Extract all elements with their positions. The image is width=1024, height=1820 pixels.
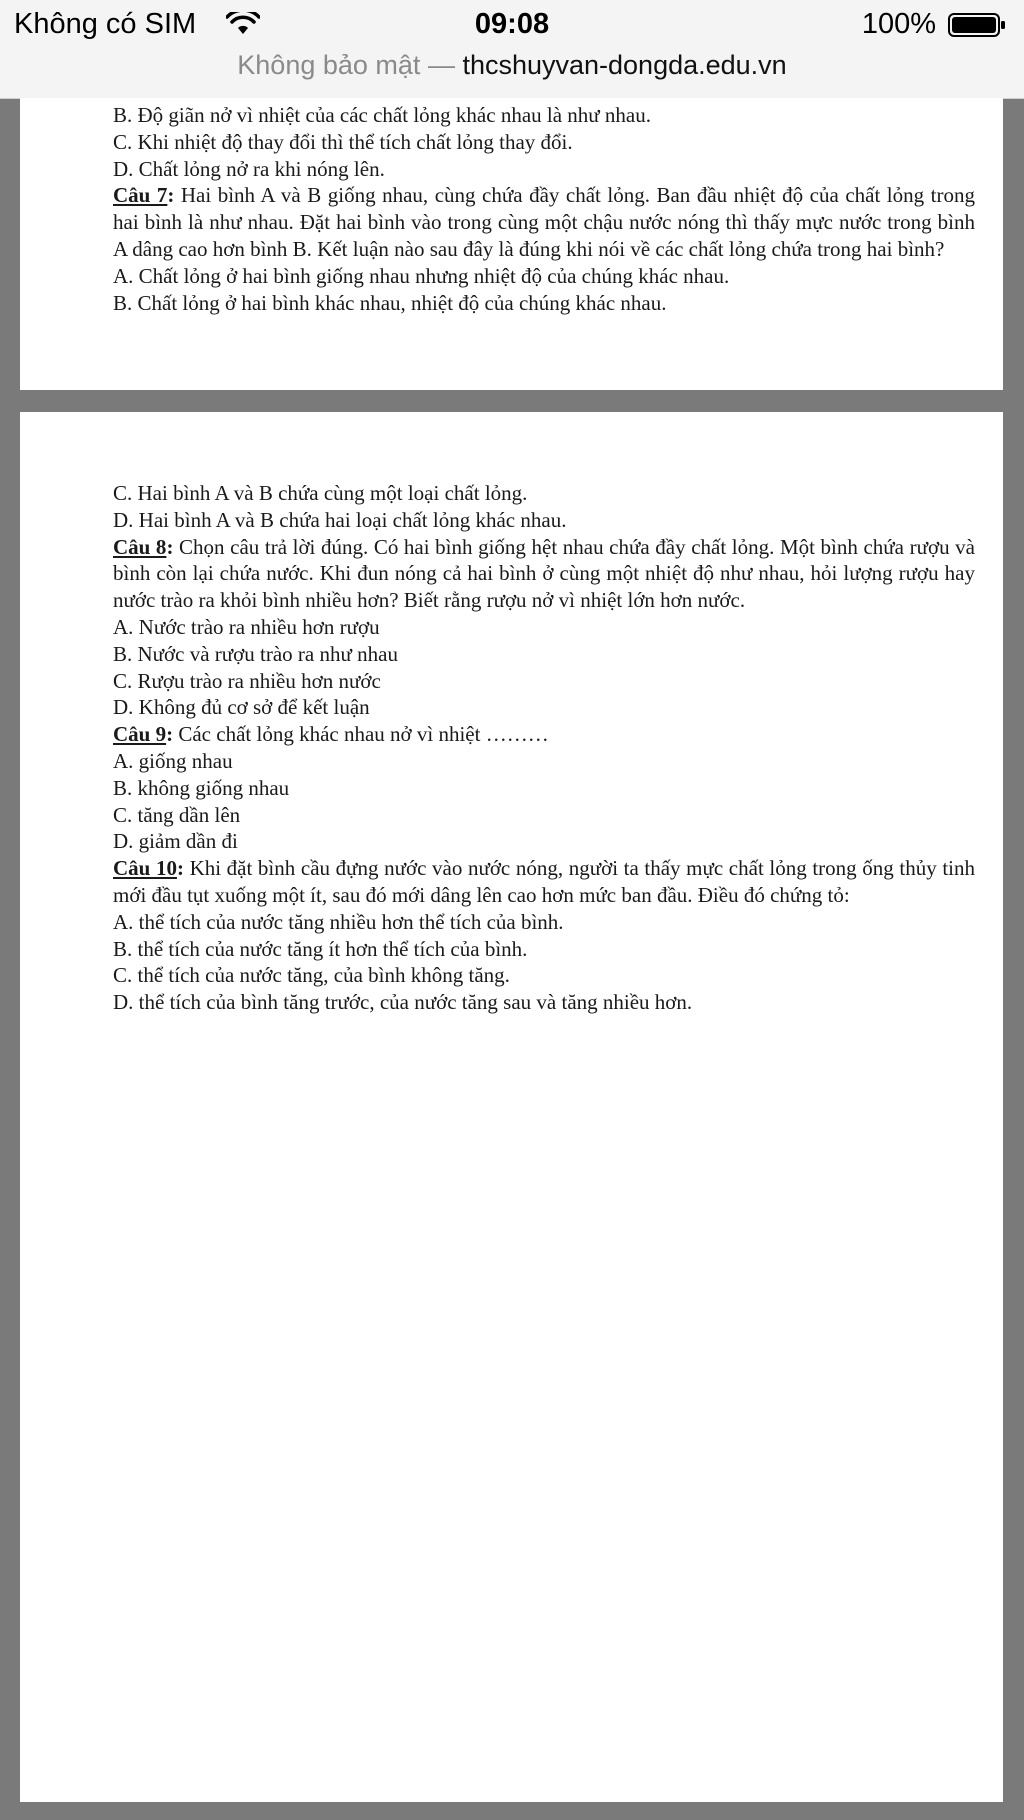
document-page-2 xyxy=(20,412,1003,1802)
answer-line: C. Khi nhiệt độ thay đổi thì thể tích chất lỏng thay đổi. xyxy=(113,129,573,154)
question-7-option-b: B. Chất lỏng ở hai bình khác nhau, nhiệt độ của chúng khác nhau. xyxy=(113,290,667,315)
url-domain: thcshuyvan-dongda.edu.vn xyxy=(462,50,787,80)
clock: 09:08 xyxy=(474,8,550,40)
question-7-option-a: A. Chất lỏng ở hai bình giống nhau nhưng nhiệt độ của chúng khác nhau. xyxy=(113,263,730,288)
question-10-text: Khi đặt bình cầu đựng nước vào nước nóng, người ta thấy mực chất lỏng trong ống thủy tinh mới đầu tụt xuống một ít, sau đó mới dâng lên cao hơn mức ban đầu. Điều đó chứng tỏ: xyxy=(113,856,975,907)
page-2-content xyxy=(113,480,975,1016)
question-9: Câu 9: Các chất lỏng khác nhau nở vì nhiệt ……… xyxy=(113,722,549,747)
page-1-content xyxy=(113,102,975,316)
address-bar[interactable] xyxy=(0,44,1024,99)
battery-icon xyxy=(948,13,1006,37)
question-9-option-d: D. giảm dần đi xyxy=(113,829,238,854)
question-9-label: Câu 9 xyxy=(113,722,167,747)
question-10-label: Câu 10 xyxy=(113,856,177,881)
answer-line: D. Chất lỏng nở ra khi nóng lên. xyxy=(113,156,385,181)
question-8-option-b: B. Nước và rượu trào ra như nhau xyxy=(113,641,398,666)
question-10-option-d: D. thể tích của bình tăng trước, của nước tăng sau và tăng nhiều hơn. xyxy=(113,990,693,1015)
question-8-label: Câu 8 xyxy=(113,534,167,559)
question-8-option-a: A. Nước trào ra nhiều hơn rượu xyxy=(113,614,380,639)
question-10-option-a: A. thể tích của nước tăng nhiều hơn thể tích của bình. xyxy=(113,909,564,934)
question-8-text: Chọn câu trả lời đúng. Có hai bình giống hệt nhau chứa đầy chất lỏng. Một bình chứa rượu và bình còn lại chứa nước. Khi đun nóng cả hai bình ở cùng một nhiệt độ như nhau, hỏi lượng rượu hay nước trào ra khỏi bình nhiều hơn? Biết rằng rượu nở vì nhiệt lớn hơn nước. xyxy=(113,534,975,613)
security-status: Không bảo mật xyxy=(237,50,421,80)
question-7-text: Hai bình A và B giống nhau, cùng chứa đầy chất lỏng. Ban đầu nhiệt độ của chất lỏng trong hai bình là như nhau. Đặt hai bình vào trong cùng một chậu nước nóng thì thấy mực nước trong bình A dâng cao hơn bình B. Kết luận nào sau đây là đúng khi nói về các chất lỏng chứa trong hai bình? xyxy=(113,183,975,261)
question-8-option-c: C. Rượu trào ra nhiều hơn nước xyxy=(113,668,381,693)
document-page-1 xyxy=(20,98,1003,390)
question-9-option-c: C. tăng dần lên xyxy=(113,802,241,827)
question-9-text: Các chất lỏng khác nhau nở vì nhiệt ……… xyxy=(178,722,549,747)
question-7-label: Câu 7 xyxy=(113,183,168,208)
question-8: Câu 8: Chọn câu trả lời đúng. Có hai bình giống hệt nhau chứa đầy chất lỏng. Một bình chứa rượu và bình còn lại chứa nước. Khi đun nóng cả hai bình ở cùng một nhiệt độ như nhau, hỏi lượng rượu hay nước trào ra khỏi bình nhiều hơn? Biết rằng rượu nở vì nhiệt lớn hơn nước. xyxy=(113,534,975,613)
carrier-label: Không có SIM xyxy=(14,8,197,40)
question-8-option-d: D. Không đủ cơ sở để kết luận xyxy=(113,695,370,720)
question-7-option-c: C. Hai bình A và B chứa cùng một loại chất lỏng. xyxy=(113,481,528,505)
question-9-option-a: A. giống nhau xyxy=(113,748,233,773)
question-10-option-c: C. thể tích của nước tăng, của bình không tăng. xyxy=(113,963,510,988)
url-separator: — xyxy=(427,50,455,80)
question-10: Câu 10: Khi đặt bình cầu đựng nước vào nước nóng, người ta thấy mực chất lỏng trong ống thủy tinh mới đầu tụt xuống một ít, sau đó mới dâng lên cao hơn mức ban đầu. Điều đó chứng tỏ: xyxy=(113,856,975,907)
question-7: Câu 7: Hai bình A và B giống nhau, cùng chứa đầy chất lỏng. Ban đầu nhiệt độ của chất lỏng trong hai bình là như nhau. Đặt hai bình vào trong cùng một chậu nước nóng thì thấy mực nước trong bình A dâng cao hơn bình B. Kết luận nào sau đây là đúng khi nói về các chất lỏng chứa trong hai bình? xyxy=(113,183,975,261)
answer-line: B. Độ giãn nở vì nhiệt của các chất lỏng khác nhau là như nhau. xyxy=(113,103,651,127)
question-10-option-b: B. thể tích của nước tăng ít hơn thể tích của bình. xyxy=(113,936,528,961)
question-9-option-b: B. không giống nhau xyxy=(113,775,290,800)
question-7-option-d: D. Hai bình A và B chứa hai loại chất lỏng khác nhau. xyxy=(113,507,567,532)
battery-percentage: 100% xyxy=(861,8,936,40)
